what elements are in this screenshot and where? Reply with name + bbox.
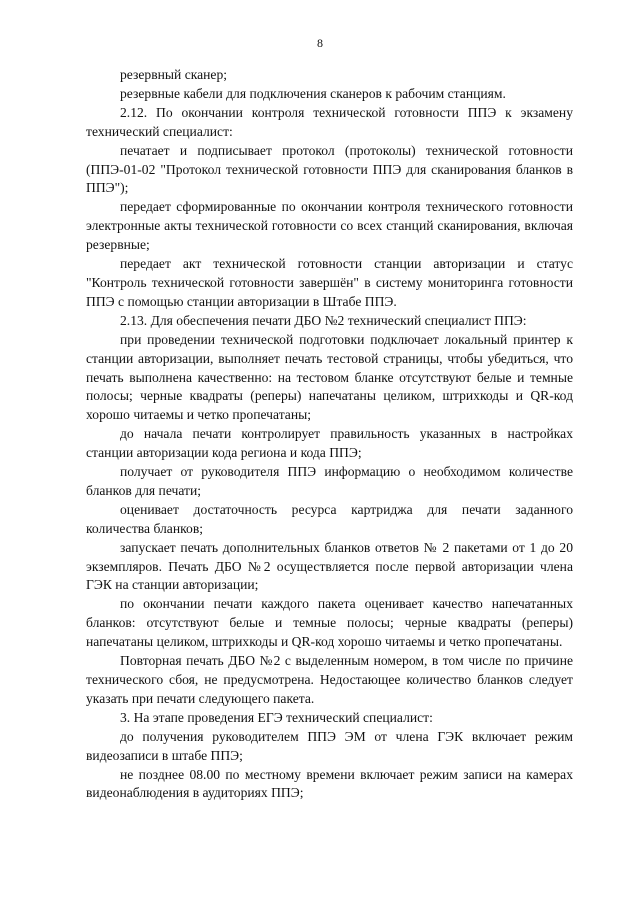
paragraph: резервный сканер; bbox=[120, 67, 228, 82]
paragraph: 3. На этапе проведения ЕГЭ технический специалист: bbox=[120, 709, 433, 725]
paragraph: не позднее 08.00 по местному времени включает режим записи на камерах видеонаблюдения в аудиториях ППЭ; bbox=[86, 766, 573, 801]
paragraph: при проведении технической подготовки подключает локальный принтер к станции авторизации, выполняет печать тестовой страницы, чтобы убедиться, что печать выполнена качественно: на тестовом бланке отсутствуют белые и темные полосы; черные квадраты (реперы) напечатаны целиком, штрихкоды и QR-код хорошо читаемы и четко пропечатаны; bbox=[86, 331, 573, 423]
paragraph: передает акт технической готовности станции авторизации и статус "Контроль технической готовности завершён" в систему мониторинга готовности ППЭ с помощью станции авторизации в Штабе ППЭ. bbox=[86, 256, 573, 309]
paragraph: 2.12. По окончании контроля технической готовности ППЭ к экзамену технический специалист: bbox=[86, 104, 573, 139]
paragraph: передает сформированные по окончании контроля технического готовности электронные акты технической готовности со всех станций сканирования, включая резервные; bbox=[86, 199, 573, 253]
paragraph: запускает печать дополнительных бланков ответов № 2 пакетами от 1 до 20 экземпляров. Печать ДБО №2 осуществляется после первой авторизации члена ГЭК на станции авторизации; bbox=[86, 539, 573, 593]
page-number: 8 bbox=[317, 36, 323, 50]
paragraph: оценивает достаточность ресурса картриджа для печати заданного количества бланков; bbox=[86, 501, 573, 536]
paragraph: до получения руководителем ППЭ ЭМ от члена ГЭК включает режим видеозаписи в штабе ППЭ; bbox=[86, 728, 573, 763]
document-body bbox=[86, 66, 573, 803]
paragraph: по окончании печати каждого пакета оценивает качество напечатанных бланков: отсутствуют белые и темные полосы; черные квадраты (реперы) напечатаны целиком, штрихкоды и QR-код хорошо читаемы и четко пропечатаны. bbox=[86, 596, 573, 650]
paragraph: печатает и подписывает протокол (протоколы) технической готовности (ППЭ-01-02 "Протокол технической готовности ППЭ для сканирования бланков в ППЭ"); bbox=[86, 142, 573, 196]
paragraph: Повторная печать ДБО №2 с выделенным номером, в том числе по причине технического сбоя, не предусмотрена. Недостающее количество бланков следует указать при печати следующего пакета. bbox=[86, 653, 573, 706]
paragraph: 2.13. Для обеспечения печати ДБО №2 технический специалист ППЭ: bbox=[120, 312, 527, 328]
paragraph: до начала печати контролирует правильность указанных в настройках станции авторизации кода региона и кода ППЭ; bbox=[86, 426, 573, 461]
paragraph: резервные кабели для подключения сканеров к рабочим станциям. bbox=[120, 85, 506, 101]
paragraph: получает от руководителя ППЭ информацию о необходимом количестве бланков для печати; bbox=[86, 464, 573, 498]
